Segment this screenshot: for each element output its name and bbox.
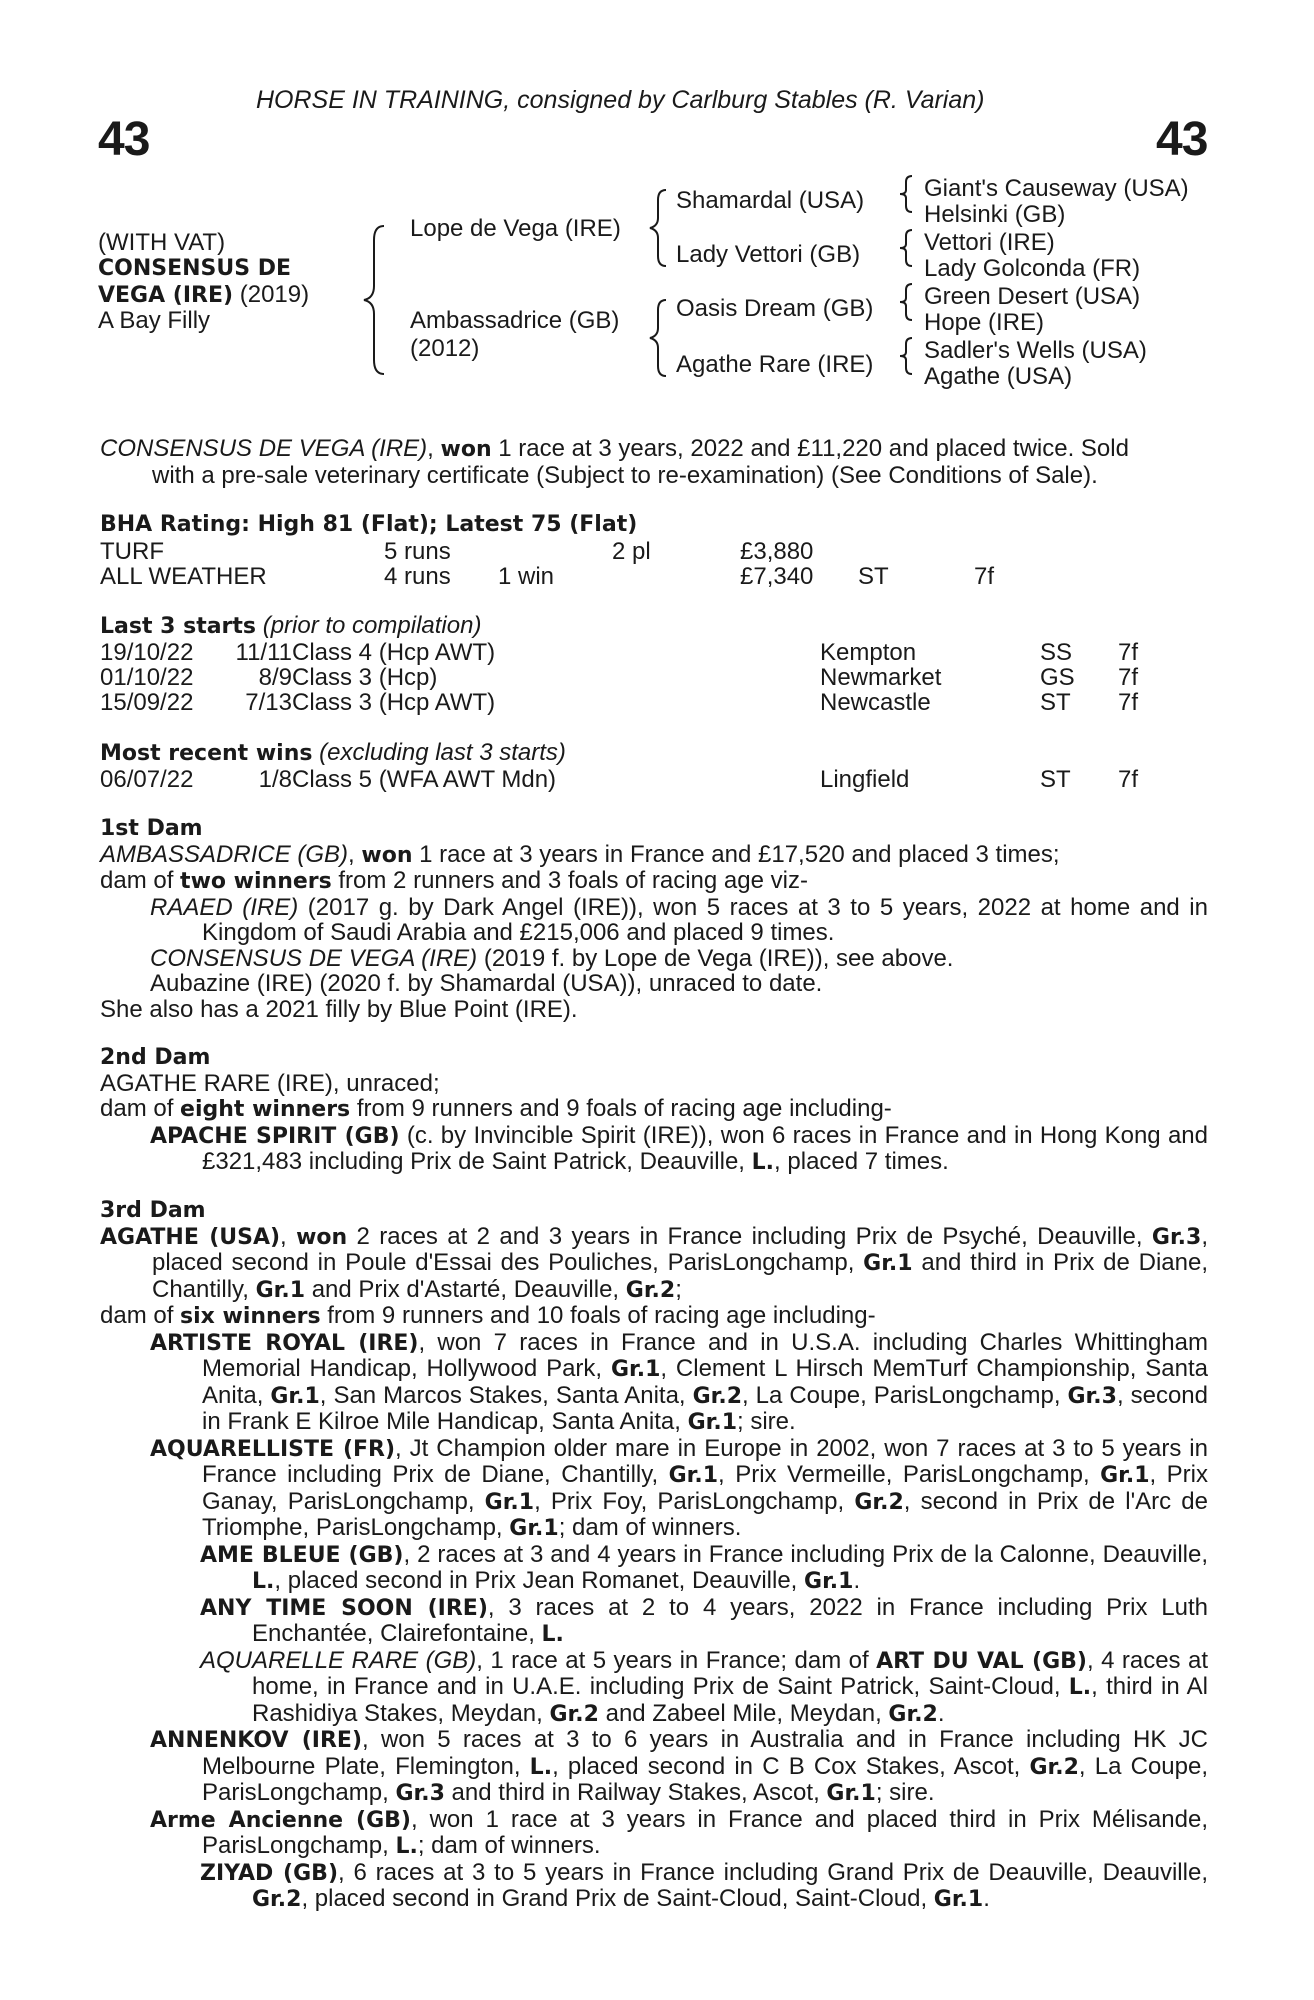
rating-turf-money: £3,880 [740,538,814,565]
horse-year: (2019) [233,281,310,308]
group-mark: Gr.1 [1100,1463,1150,1488]
progeny-name: ARTISTE ROYAL (IRE) [150,1330,419,1356]
recent-heading [100,740,566,767]
text: , placed second in Prix Jean Romanet, Deauville, [274,1567,805,1594]
group-mark: Gr.2 [549,1701,599,1727]
third-dam-winners: six winners [180,1304,321,1329]
horse-name-line2-text: VEGA (IRE) [98,283,234,308]
second-dam-section [100,1045,1208,1176]
text: , 2 races at 3 and 4 years in France including Prix de la Calonne, Deauville, [403,1540,1209,1568]
group-mark: Gr.2 [692,1383,743,1409]
progeny-name: AME BLEUE (GB) [200,1542,404,1568]
start-distance: 7f [1118,664,1139,691]
group-mark: Gr.1 [826,1781,876,1806]
progeny-name: ART DU VAL (GB) [876,1648,1087,1674]
start-position: 8/9 [258,664,292,691]
pedigree-ss-sire: Giant's Causeway (USA) [924,175,1189,202]
first-dam-title: 1st Dam [100,816,203,841]
rating-title: BHA Rating: High 81 (Flat); Latest 75 (Flat) [100,512,638,537]
pedigree-ss-dam: Helsinki (GB) [924,201,1066,228]
listed-mark: L. [395,1834,418,1859]
text: . [853,1567,861,1594]
progeny-name: ANY TIME SOON (IRE) [200,1595,488,1621]
group-mark: Gr.2 [888,1701,938,1727]
text: , won 1 race at 3 years in France and placed third in Prix Mélisande, ParisLongchamp, [202,1805,1208,1859]
group-mark: Gr.1 [255,1277,306,1303]
pedigree-brace-sire [646,186,676,268]
first-dam-note: She also has a 2021 filly by Blue Point (IRE). [100,995,578,1023]
group-mark: Gr.2 [854,1489,904,1515]
listed-mark: L. [751,1150,775,1175]
lot-number-right: 43 [1156,113,1208,166]
win-class: Class 5 (WFA AWT Mdn) [292,766,557,793]
win-going: ST [1040,766,1071,793]
text: ; sire. [737,1408,796,1435]
second-dam-winners: eight winners [180,1097,351,1122]
text: , 4 races at home, in France and in U.A.E. including Prix de Saint Patrick, Saint-Cloud, [252,1646,1208,1700]
pedigree-ds-dam: Hope (IRE) [924,309,1045,336]
listed-mark: L. [529,1754,553,1780]
last3-row [100,689,1208,715]
pedigree-dd-dam: Agathe (USA) [924,363,1073,390]
group-mark: Gr.3 [1151,1224,1202,1250]
page-header: HORSE IN TRAINING, consigned by Carlburg Stables (R. Varian) [256,86,985,114]
pedigree-sd-dam: Lady Golconda (FR) [924,255,1141,282]
rating-aw-dist: 7f [974,563,995,590]
horse-name-line2 [98,282,309,309]
pedigree-brace-dam [646,296,676,378]
text: and Zabeel Mile, Meydan, [598,1699,889,1727]
text: . [937,1699,945,1727]
start-position: 7/13 [245,689,292,716]
last3-subtitle: (prior to compilation) [256,612,482,639]
recent-row [100,766,1208,792]
text: ; [675,1275,682,1303]
text: , Prix Ganay, ParisLongchamp, [202,1461,1209,1515]
vat-label: (WITH VAT) [98,229,226,256]
start-distance: 7f [1118,689,1139,716]
pedigree-brace-dd [896,334,918,378]
text: , Jt Champion older mare in Europe in 2002, won 7 races at 3 to 5 years in France including Prix de Diane, Chantilly, [202,1434,1208,1488]
last3-title: Last 3 starts [100,614,257,639]
rating-aw-money: £7,340 [740,563,814,590]
text: , 6 races at 3 to 5 years in France including Grand Prix de Deauville, Deauville, [338,1858,1208,1886]
group-mark: Gr.1 [509,1516,559,1541]
text: , 1 race at 5 years in France; dam of [476,1646,877,1674]
text: , 3 races at 2 to 4 years, 2022 in France including Prix Luth Enchantée, Clairefontaine, [252,1593,1208,1647]
last3-heading [100,613,481,640]
win-date: 06/07/22 [100,766,194,793]
text: and Prix d'Astarté, Deauville, [305,1275,626,1303]
text: , La Coupe, ParisLongchamp, [742,1381,1068,1409]
text: , [280,1222,297,1250]
win-course: Lingfield [820,766,910,793]
summary-text1: 1 race at 3 years, 2022 and £11,220 and placed twice. Sold [491,435,1129,462]
progeny-record: Aubazine (IRE) (2020 f. by Shamardal (USA)), unraced to date. [150,970,823,997]
group-mark: Gr.3 [395,1781,445,1806]
group-mark: Gr.2 [252,1887,302,1912]
text: , Clement L Hirsch MemTurf Championship, Santa Anita, [202,1355,1208,1409]
progeny-record: (2019 f. by Lope de Vega (IRE)), see above. [477,944,954,972]
progeny-name: Arme Ancienne (GB) [150,1807,411,1833]
group-mark: Gr.1 [484,1489,535,1515]
text: and third in Railway Stakes, Ascot, [444,1779,827,1806]
group-mark: Gr.1 [863,1251,913,1276]
win-distance: 7f [1118,766,1139,793]
rating-turf-placed: 2 pl [612,538,651,565]
third-dam-of: dam of [100,1302,181,1329]
rating-aw-wins: 1 win [498,563,555,590]
horse-name-line1: CONSENSUS DE [98,256,292,281]
text: , won 5 races at 3 to 6 years in Australia and in France including HK JC Melbourne Plate, Flemington, [202,1726,1208,1780]
text: ; dam of winners. [558,1514,742,1541]
rating-aw-label: ALL WEATHER [100,563,267,590]
rating-aw-runs: 4 runs [384,563,451,590]
first-dam-runners: from 2 runners and 3 foals of racing age viz- [331,867,808,894]
recent-title: Most recent wins [100,741,313,766]
pedigree-sire-dam: Lady Vettori (GB) [676,241,861,268]
progeny-name: APACHE SPIRIT (GB) [150,1123,400,1149]
start-position: 11/11 [235,639,292,666]
listed-mark: L. [1068,1675,1092,1700]
pedigree-brace-ss [896,172,918,216]
progeny-name: RAAED (IRE) [150,893,299,921]
first-dam-winners: two winners [180,869,332,894]
rating-row-aw [100,563,1208,589]
third-dam-runners: from 9 runners and 10 foals of racing age including- [320,1302,876,1329]
last3-row [100,664,1208,690]
rating-turf-runs: 5 runs [384,538,451,565]
start-date: 19/10/22 [100,639,194,666]
second-dam-of: dam of [100,1095,181,1122]
start-course: Kempton [820,639,917,666]
text: , Prix Foy, ParisLongchamp, [534,1487,855,1515]
text: , placed second in C B Cox Stakes, Ascot, [552,1752,1030,1780]
progeny-record: , placed 7 times. [774,1148,949,1175]
text: , won 7 races in France and in U.S.A. including Charles Whittingham Memorial Handicap, Hollywood Park, [202,1328,1208,1382]
race-summary: CONSENSUS DE VEGA (IRE), won 1 race at 3 years, 2022 and £11,220 and placed twice. Sold with a pre-sale veterinary certificate (Subject to re-examination) (See Conditions of Sale). [100,436,1208,488]
progeny-name: ZIYAD (GB) [200,1860,338,1886]
rating-turf-label: TURF [100,538,164,565]
text: ; sire. [875,1779,935,1806]
group-mark: Gr.2 [1029,1754,1079,1780]
pedigree-brace-sd [896,226,918,270]
progeny-record: (c. by Invincible Spirit (IRE)), won 6 races in France and in Hong Kong and £321,483 including Prix de Saint Patrick, Deauville, [202,1121,1208,1175]
text: , third in Al Rashidiya Stakes, Meydan, [252,1673,1208,1727]
text: , placed second in Grand Prix de Saint-Cloud, Saint-Cloud, [301,1885,934,1912]
summary-text2: with a pre-sale veterinary certificate (Subject to re-examination) (See Conditions of Sale). [152,461,1098,489]
text: . [983,1885,990,1912]
start-course: Newmarket [820,664,942,691]
start-going: SS [1040,639,1073,666]
pedigree-sire: Lope de Vega (IRE) [410,215,621,242]
pedigree-dam-dam: Agathe Rare (IRE) [676,351,874,378]
second-dam-name: AGATHE RARE (IRE), unraced; [100,1069,440,1097]
pedigree-dam-sire: Oasis Dream (GB) [676,295,874,322]
pedigree-sire-sire: Shamardal (USA) [676,187,865,214]
lot-number-left: 43 [98,113,150,166]
text: and third in Prix de Diane, Chantilly, [152,1249,1208,1303]
first-dam-won: won [361,842,413,868]
start-class: Class 3 (Hcp AWT) [292,689,496,716]
group-mark: Gr.1 [270,1383,320,1409]
group-mark: Gr.1 [610,1357,661,1382]
rating-row-turf [100,538,1208,564]
horse-sex: A Bay Filly [98,307,211,334]
start-date: 15/09/22 [100,689,194,716]
progeny-record: (2017 g. by Dark Angel (IRE)), won 5 races at 3 to 5 years, 2022 at home and in Kingdom of Saudi Arabia and £215,006 and placed 9 times. [202,893,1208,946]
text: ; dam of winners. [417,1832,601,1859]
first-dam-name: AMBASSADRICE (GB) [100,840,349,868]
progeny-name: CONSENSUS DE VEGA (IRE) [150,944,478,972]
progeny-name: AQUARELLISTE (FR) [150,1436,396,1462]
text: , La Coupe, ParisLongchamp, [202,1752,1208,1806]
listed-mark: L. [541,1622,564,1647]
group-mark: Gr.2 [625,1277,676,1303]
third-dam-section [100,1198,1208,1913]
progeny-name: AQUARELLE RARE (GB) [200,1646,477,1674]
first-dam-of: dam of [100,867,181,894]
summary-won: won [440,437,492,462]
progeny-name: ANNENKOV (IRE) [150,1728,363,1753]
start-distance: 7f [1118,639,1139,666]
start-date: 01/10/22 [100,664,194,691]
listed-mark: L. [252,1569,275,1594]
pedigree-brace-ds [896,280,918,324]
recent-subtitle: (excluding last 3 starts) [312,739,566,766]
pedigree-brace-main [360,220,400,380]
text: , second in Prix de l'Arc de Triomphe, ParisLongchamp, [202,1487,1208,1541]
first-dam-section: 1st Dam AMBASSADRICE (GB), won 1 race at 3 years in France and £17,520 and placed 3 times; dam of two winners from 2 runners and 3 foals of racing age viz- RAAED (IRE) (2017 g. by Dark Angel (IRE)), won 5 races at 3 to 5 years, 2022 at home and in Kingdom of Saudi Arabia and £215,006 and placed 9 times. CONSENSUS DE VEGA (IRE) (2019 f. by Lope de Vega (IRE)), see above. Aubazine (IRE) (2020 f. by Shamardal (USA)), unraced to date. She also has a 2021 filly by Blue Point (IRE). [100,816,1208,1023]
start-course: Newcastle [820,689,931,716]
third-dam-name: AGATHE (USA) [100,1224,281,1250]
group-mark: Gr.1 [933,1887,984,1912]
text: , San Marcos Stakes, Santa Anita, [319,1381,693,1409]
group-mark: Gr.1 [804,1569,854,1594]
text: , Prix Vermeille, ParisLongchamp, [718,1461,1101,1488]
pedigree-dam-line1: Ambassadrice (GB) [410,307,620,334]
rating-aw-surface: ST [858,563,889,590]
start-class: Class 3 (Hcp) [292,664,438,691]
pedigree-dd-sire: Sadler's Wells (USA) [924,337,1147,364]
group-mark: Gr.1 [687,1410,738,1435]
group-mark: Gr.3 [1067,1383,1117,1409]
pedigree-sd-sire: Vettori (IRE) [924,229,1055,256]
summary-horse-name: CONSENSUS DE VEGA (IRE) [100,435,428,462]
pedigree-ds-sire: Green Desert (USA) [924,283,1141,310]
first-dam-record: 1 race at 3 years in France and £17,520 and placed 3 times; [412,840,1060,868]
second-dam-title: 2nd Dam [100,1045,211,1070]
win-position: 1/8 [258,766,292,793]
start-going: ST [1040,689,1071,716]
text: , placed second in Poule d'Essai des Pouliches, ParisLongchamp, [152,1222,1208,1276]
second-dam-runners: from 9 runners and 9 foals of racing age including- [350,1095,892,1122]
start-class: Class 4 (Hcp AWT) [292,639,496,666]
won-label: won [296,1224,348,1250]
start-going: GS [1040,664,1075,691]
text: , second in Frank E Kilroe Mile Handicap, Santa Anita, [202,1381,1208,1435]
third-dam-title: 3rd Dam [100,1198,206,1223]
pedigree-dam-line2: (2012) [410,335,480,362]
last3-row [100,639,1208,665]
group-mark: Gr.1 [668,1463,719,1488]
text: 2 races at 2 and 3 years in France including Prix de Psyché, Deauville, [347,1222,1152,1250]
